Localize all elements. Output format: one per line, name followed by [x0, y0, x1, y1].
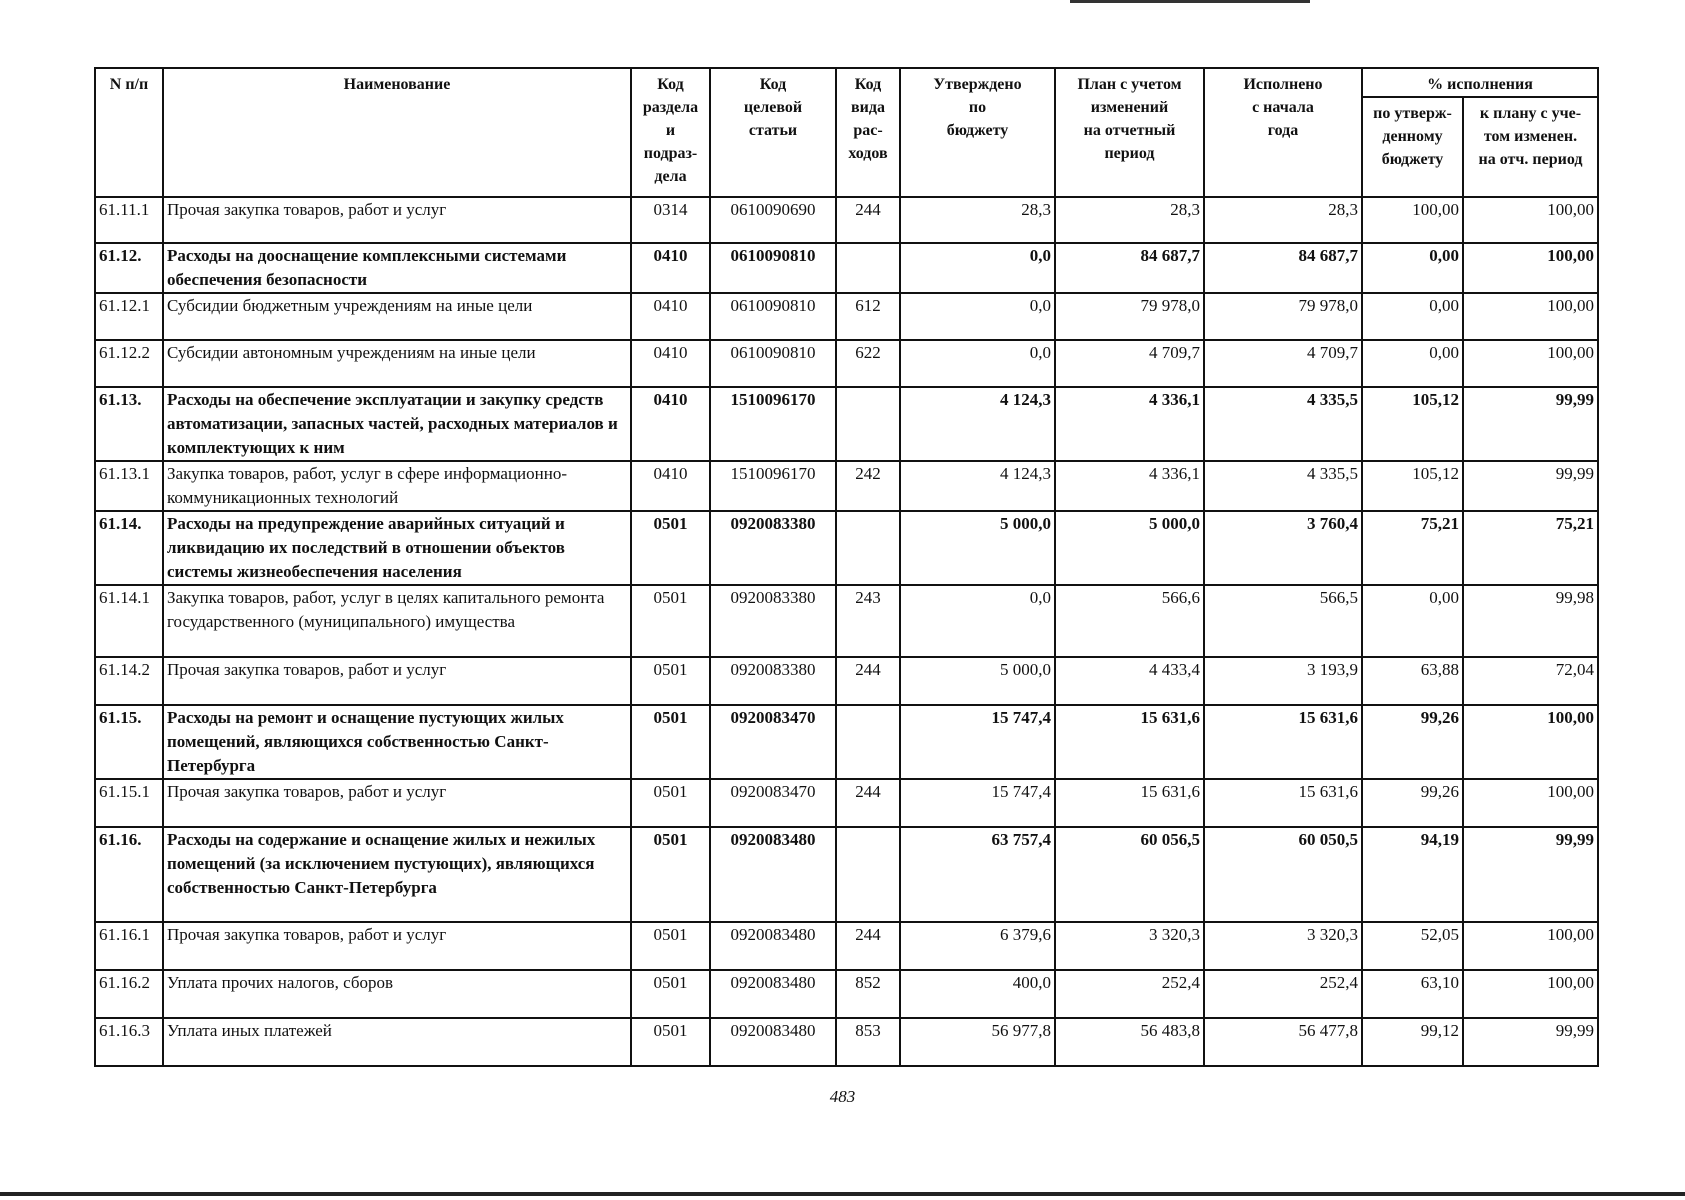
row-plan: 60 056,5 — [1055, 827, 1204, 922]
row-name: Закупка товаров, работ, услуг в сфере информационно-коммуникационных технологий — [163, 461, 631, 511]
row-section-code: 0410 — [631, 243, 710, 293]
row-target-code: 1510096170 — [710, 387, 836, 461]
table-row — [95, 970, 1598, 1018]
row-expense-type — [836, 511, 900, 585]
page-number: 483 — [829, 1087, 856, 1106]
row-expense-type — [836, 243, 900, 293]
row-plan: 4 433,4 — [1055, 657, 1204, 705]
row-executed: 3 193,9 — [1204, 657, 1362, 705]
row-name: Закупка товаров, работ, услуг в целях капитального ремонта государственного (муниципального) имущества — [163, 585, 631, 657]
row-section-code: 0314 — [631, 197, 710, 243]
row-pct-budget: 63,88 — [1362, 657, 1463, 705]
header-percent-execution: % исполнения — [1362, 68, 1598, 97]
row-pct-plan: 100,00 — [1463, 922, 1598, 970]
table-row — [95, 657, 1598, 705]
row-plan: 28,3 — [1055, 197, 1204, 243]
row-expense-type: 622 — [836, 340, 900, 387]
row-number: 61.13.1 — [95, 461, 163, 511]
row-section-code: 0410 — [631, 461, 710, 511]
row-approved: 28,3 — [900, 197, 1055, 243]
row-plan: 566,6 — [1055, 585, 1204, 657]
row-target-code: 0920083470 — [710, 705, 836, 779]
row-executed: 84 687,7 — [1204, 243, 1362, 293]
row-target-code: 0920083480 — [710, 1018, 836, 1066]
row-executed: 28,3 — [1204, 197, 1362, 243]
row-number: 61.12. — [95, 243, 163, 293]
row-target-code: 0610090810 — [710, 293, 836, 340]
header-plan: План с учетом изменений на отчетный период — [1055, 68, 1204, 197]
row-number: 61.15. — [95, 705, 163, 779]
row-approved: 5 000,0 — [900, 657, 1055, 705]
row-name: Субсидии автономным учреждениям на иные цели — [163, 340, 631, 387]
row-name: Уплата прочих налогов, сборов — [163, 970, 631, 1018]
row-pct-budget: 94,19 — [1362, 827, 1463, 922]
row-section-code: 0410 — [631, 387, 710, 461]
row-pct-plan: 100,00 — [1463, 340, 1598, 387]
row-expense-type — [836, 387, 900, 461]
row-approved: 0,0 — [900, 243, 1055, 293]
row-name: Расходы на обеспечение эксплуатации и закупку средств автоматизации, запасных частей, расходных материалов и комплектующих к ним — [163, 387, 631, 461]
row-pct-plan: 100,00 — [1463, 293, 1598, 340]
row-number: 61.15.1 — [95, 779, 163, 827]
row-target-code: 0920083380 — [710, 585, 836, 657]
budget-execution-table — [94, 67, 1599, 1067]
row-pct-budget: 0,00 — [1362, 243, 1463, 293]
row-plan: 4 336,1 — [1055, 461, 1204, 511]
row-pct-plan: 100,00 — [1463, 705, 1598, 779]
table-row — [95, 340, 1598, 387]
row-approved: 0,0 — [900, 340, 1055, 387]
table-row — [95, 243, 1598, 293]
row-plan: 4 336,1 — [1055, 387, 1204, 461]
row-pct-plan: 100,00 — [1463, 779, 1598, 827]
row-name: Прочая закупка товаров, работ и услуг — [163, 779, 631, 827]
row-number: 61.16.3 — [95, 1018, 163, 1066]
row-expense-type: 853 — [836, 1018, 900, 1066]
row-name: Расходы на предупреждение аварийных ситуаций и ликвидацию их последствий в отношении объектов системы жизнеобеспечения населения — [163, 511, 631, 585]
row-target-code: 0920083480 — [710, 922, 836, 970]
row-section-code: 0501 — [631, 970, 710, 1018]
row-target-code: 0920083470 — [710, 779, 836, 827]
row-section-code: 0501 — [631, 779, 710, 827]
row-section-code: 0501 — [631, 511, 710, 585]
header-executed: Исполнено с начала года — [1204, 68, 1362, 197]
row-target-code: 0610090690 — [710, 197, 836, 243]
row-number: 61.14. — [95, 511, 163, 585]
row-approved: 400,0 — [900, 970, 1055, 1018]
row-pct-budget: 105,12 — [1362, 387, 1463, 461]
row-section-code: 0410 — [631, 340, 710, 387]
row-plan: 5 000,0 — [1055, 511, 1204, 585]
table-row — [95, 705, 1598, 779]
row-approved: 63 757,4 — [900, 827, 1055, 922]
row-section-code: 0501 — [631, 827, 710, 922]
row-pct-budget: 63,10 — [1362, 970, 1463, 1018]
row-plan: 84 687,7 — [1055, 243, 1204, 293]
row-number: 61.14.1 — [95, 585, 163, 657]
row-expense-type: 243 — [836, 585, 900, 657]
row-number: 61.16.1 — [95, 922, 163, 970]
table-row — [95, 197, 1598, 243]
row-expense-type: 244 — [836, 922, 900, 970]
row-section-code: 0410 — [631, 293, 710, 340]
table-row — [95, 922, 1598, 970]
row-pct-budget: 0,00 — [1362, 293, 1463, 340]
header-approved: Утверждено по бюджету — [900, 68, 1055, 197]
row-plan: 252,4 — [1055, 970, 1204, 1018]
row-expense-type — [836, 705, 900, 779]
row-executed: 3 760,4 — [1204, 511, 1362, 585]
row-name: Прочая закупка товаров, работ и услуг — [163, 922, 631, 970]
row-name: Расходы на содержание и оснащение жилых и нежилых помещений (за исключением пустующих), являющихся собственностью Санкт-Петербурга — [163, 827, 631, 922]
header-expense-type-code: Код вида рас- ходов — [836, 68, 900, 197]
row-executed: 3 320,3 — [1204, 922, 1362, 970]
row-executed: 4 335,5 — [1204, 387, 1362, 461]
row-pct-plan: 100,00 — [1463, 243, 1598, 293]
table-row — [95, 387, 1598, 461]
row-approved: 15 747,4 — [900, 779, 1055, 827]
row-pct-plan: 99,99 — [1463, 387, 1598, 461]
row-target-code: 1510096170 — [710, 461, 836, 511]
row-name: Прочая закупка товаров, работ и услуг — [163, 657, 631, 705]
row-number: 61.11.1 — [95, 197, 163, 243]
row-pct-budget: 100,00 — [1362, 197, 1463, 243]
row-expense-type: 244 — [836, 779, 900, 827]
row-plan: 15 631,6 — [1055, 779, 1204, 827]
row-executed: 79 978,0 — [1204, 293, 1362, 340]
row-approved: 6 379,6 — [900, 922, 1055, 970]
row-pct-plan: 99,99 — [1463, 1018, 1598, 1066]
row-approved: 4 124,3 — [900, 387, 1055, 461]
row-number: 61.14.2 — [95, 657, 163, 705]
row-target-code: 0920083380 — [710, 657, 836, 705]
row-pct-budget: 52,05 — [1362, 922, 1463, 970]
row-approved: 15 747,4 — [900, 705, 1055, 779]
row-target-code: 0610090810 — [710, 243, 836, 293]
row-target-code: 0610090810 — [710, 340, 836, 387]
table-row — [95, 779, 1598, 827]
scan-bottom-edge — [0, 1192, 1685, 1196]
header-number: N п/п — [95, 68, 163, 197]
row-pct-plan: 100,00 — [1463, 970, 1598, 1018]
table-row — [95, 1018, 1598, 1066]
row-pct-plan: 100,00 — [1463, 197, 1598, 243]
row-executed: 60 050,5 — [1204, 827, 1362, 922]
table-row — [95, 293, 1598, 340]
row-section-code: 0501 — [631, 657, 710, 705]
table-row — [95, 461, 1598, 511]
row-plan: 15 631,6 — [1055, 705, 1204, 779]
row-section-code: 0501 — [631, 705, 710, 779]
table-row — [95, 511, 1598, 585]
row-expense-type: 852 — [836, 970, 900, 1018]
row-executed: 252,4 — [1204, 970, 1362, 1018]
table-body — [95, 197, 1598, 1066]
row-approved: 4 124,3 — [900, 461, 1055, 511]
row-target-code: 0920083380 — [710, 511, 836, 585]
row-target-code: 0920083480 — [710, 970, 836, 1018]
row-name: Прочая закупка товаров, работ и услуг — [163, 197, 631, 243]
row-executed: 15 631,6 — [1204, 705, 1362, 779]
scan-top-mark — [1070, 0, 1310, 3]
row-section-code: 0501 — [631, 1018, 710, 1066]
row-executed: 4 335,5 — [1204, 461, 1362, 511]
row-plan: 79 978,0 — [1055, 293, 1204, 340]
row-pct-plan: 72,04 — [1463, 657, 1598, 705]
header-name: Наименование — [163, 68, 631, 197]
row-pct-plan: 99,99 — [1463, 827, 1598, 922]
row-executed: 56 477,8 — [1204, 1018, 1362, 1066]
row-pct-budget: 0,00 — [1362, 340, 1463, 387]
row-target-code: 0920083480 — [710, 827, 836, 922]
row-executed: 566,5 — [1204, 585, 1362, 657]
row-name: Уплата иных платежей — [163, 1018, 631, 1066]
table-row — [95, 585, 1598, 657]
row-plan: 56 483,8 — [1055, 1018, 1204, 1066]
row-name: Расходы на дооснащение комплексными системами обеспечения безопасности — [163, 243, 631, 293]
header-pct-plan: к плану с уче- том изменен. на отч. период — [1463, 97, 1598, 197]
row-pct-budget: 99,12 — [1362, 1018, 1463, 1066]
row-name: Субсидии бюджетным учреждениям на иные цели — [163, 293, 631, 340]
row-number: 61.12.2 — [95, 340, 163, 387]
row-pct-plan: 99,98 — [1463, 585, 1598, 657]
row-expense-type — [836, 827, 900, 922]
row-approved: 56 977,8 — [900, 1018, 1055, 1066]
row-approved: 0,0 — [900, 585, 1055, 657]
header-pct-approved-budget: по утверж- денному бюджету — [1362, 97, 1463, 197]
row-expense-type: 244 — [836, 657, 900, 705]
row-pct-budget: 99,26 — [1362, 705, 1463, 779]
row-name: Расходы на ремонт и оснащение пустующих жилых помещений, являющихся собственностью Санкт-Петербурга — [163, 705, 631, 779]
row-pct-plan: 99,99 — [1463, 461, 1598, 511]
row-pct-budget: 75,21 — [1362, 511, 1463, 585]
row-pct-budget: 105,12 — [1362, 461, 1463, 511]
row-approved: 0,0 — [900, 293, 1055, 340]
row-number: 61.12.1 — [95, 293, 163, 340]
row-pct-budget: 0,00 — [1362, 585, 1463, 657]
row-section-code: 0501 — [631, 922, 710, 970]
row-plan: 4 709,7 — [1055, 340, 1204, 387]
row-pct-budget: 99,26 — [1362, 779, 1463, 827]
row-expense-type: 612 — [836, 293, 900, 340]
header-target-code: Код целевой статьи — [710, 68, 836, 197]
row-executed: 4 709,7 — [1204, 340, 1362, 387]
row-number: 61.16. — [95, 827, 163, 922]
header-section-code: Код раздела и подраз- дела — [631, 68, 710, 197]
table-row — [95, 827, 1598, 922]
row-executed: 15 631,6 — [1204, 779, 1362, 827]
row-expense-type: 244 — [836, 197, 900, 243]
row-number: 61.13. — [95, 387, 163, 461]
row-approved: 5 000,0 — [900, 511, 1055, 585]
row-pct-plan: 75,21 — [1463, 511, 1598, 585]
row-number: 61.16.2 — [95, 970, 163, 1018]
row-expense-type: 242 — [836, 461, 900, 511]
row-section-code: 0501 — [631, 585, 710, 657]
row-plan: 3 320,3 — [1055, 922, 1204, 970]
